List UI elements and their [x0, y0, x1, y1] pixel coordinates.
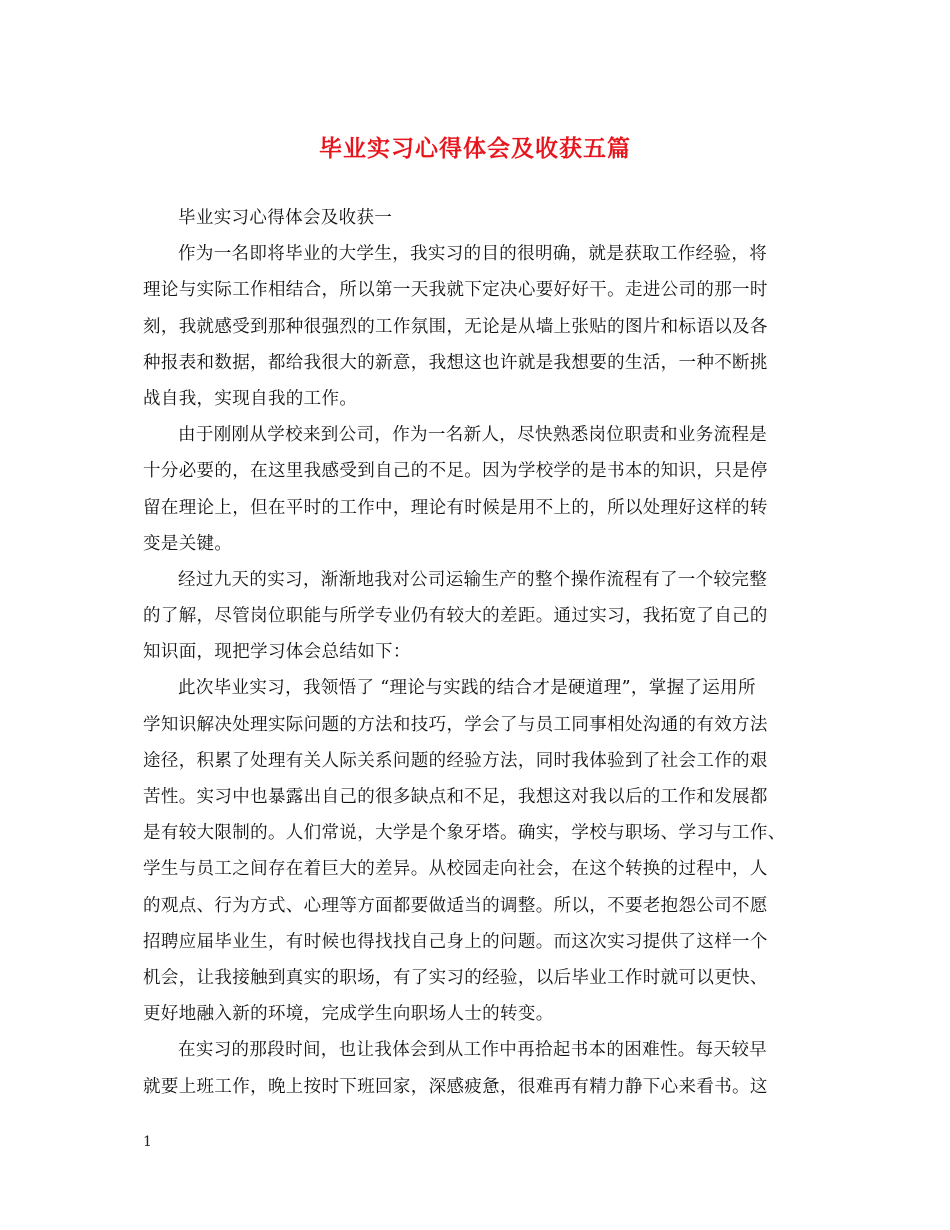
paragraph-line: 刻，我就感受到那种很强烈的工作氛围，无论是从墙上张贴的图片和标语以及各: [143, 316, 768, 337]
paragraph-line: 的了解，尽管岗位职能与所学专业仍有较大的差距。通过实习，我拓宽了自己的: [143, 606, 768, 627]
paragraph-first-line: 作为一名即将毕业的大学生，我实习的目的很明确，就是获取工作经验，将: [178, 244, 768, 265]
paragraph-line: 更好地融入新的环境，完成学生向职场人士的转变。: [143, 1004, 554, 1025]
paragraph-line: 机会，让我接触到真实的职场，有了实习的经验，以后毕业工作时就可以更快、: [143, 967, 768, 988]
paragraph-line: 学生与员工之间存在着巨大的差异。从校园走向社会，在这个转换的过程中，人: [143, 859, 768, 880]
paragraph-line: 途径，积累了处理有关人际关系问题的经验方法，同时我体验到了社会工作的艰: [143, 750, 768, 771]
paragraph-line: 变是关键。: [143, 533, 233, 554]
paragraph-line: 学知识解决处理实际问题的方法和技巧，学会了与员工同事相处沟通的有效方法: [143, 714, 768, 735]
paragraph-line: 苦性。实习中也暴露出自己的很多缺点和不足，我想这对我以后的工作和发展都: [143, 787, 768, 807]
paragraph-line: 种报表和数据，都给我很大的新意，我想这也许就是我想要的生活，一种不断挑: [143, 352, 768, 373]
paragraph-line: 招聘应届毕业生，有时候也得找找自己身上的问题。而这次实习提供了这样一个: [143, 931, 768, 952]
paragraph-line: 十分必要的，在这里我感受到自己的不足。因为学校学的是书本的知识，只是停: [143, 461, 768, 482]
paragraph-line: 的观点、行为方式、心理等方面都要做适当的调整。所以，不要老抱怨公司不愿: [143, 895, 768, 916]
document-title: 毕业实习心得体会及收获五篇: [319, 135, 631, 162]
paragraph-line: 战自我，实现自我的工作。: [143, 388, 358, 409]
paragraph-first-line: 由于刚刚从学校来到公司，作为一名新人，尽快熟悉岗位职责和业务流程是: [178, 425, 768, 446]
page-number: 1: [143, 1134, 152, 1150]
document-body: [143, 200, 813, 1105]
paragraph-line: 知识面，现把学习体会总结如下：: [143, 642, 411, 663]
paragraph-first-line: 经过九天的实习，渐渐地我对公司运输生产的整个操作流程有了一个较完整: [178, 569, 768, 590]
paragraph-line: 就要上班工作，晚上按时下班回家，深感疲惫，很难再有精力静下心来看书。这: [143, 1076, 768, 1097]
paragraph-first-line: 在实习的那段时间，也让我体会到从工作中再拾起书本的困难性。每天较早: [178, 1040, 768, 1061]
paragraph-line: 理论与实际工作相结合，所以第一天我就下定决心要好好干。走进公司的那一时: [143, 280, 768, 301]
paragraph-first-line: 此次毕业实习，我领悟了 “理论与实践的结合才是硬道理”，掌握了运用所: [178, 678, 756, 699]
paragraph-first-line: 毕业实习心得体会及收获一: [178, 208, 393, 228]
paragraph-line: 留在理论上，但在平时的工作中，理论有时候是用不上的，所以处理好这样的转: [143, 497, 768, 518]
paragraph-line: 是有较大限制的。人们常说，大学是个象牙塔。确实，学校与职场、学习与工作、: [143, 823, 786, 844]
